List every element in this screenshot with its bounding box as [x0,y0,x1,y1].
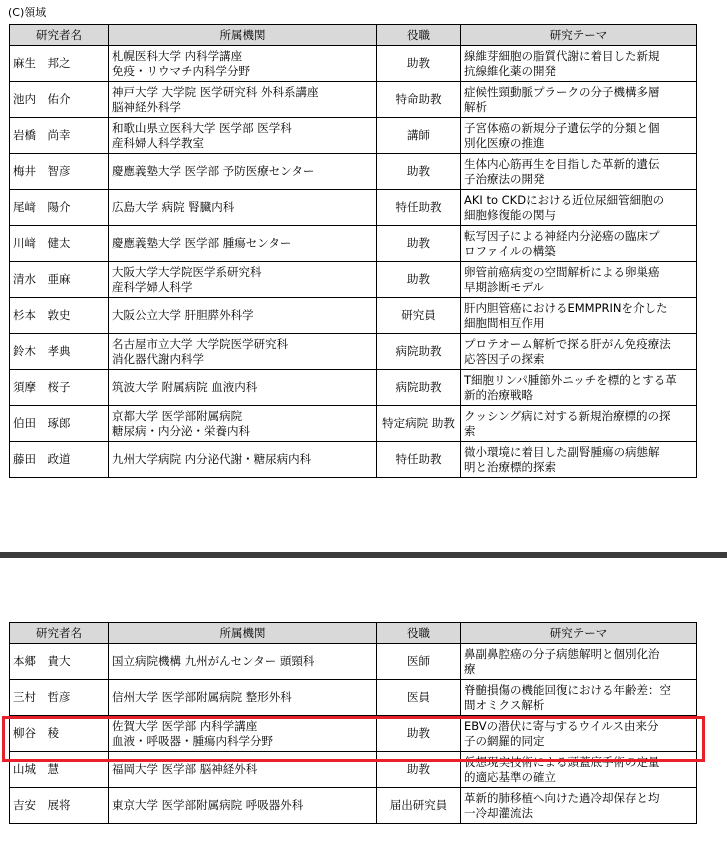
table-row [10,752,697,788]
institution-cell: 和歌山県立医科大学 医学部 医学科 産科婦人科学教室 [109,118,377,154]
header-role: 役職 [377,623,461,644]
table-header-row [10,623,697,644]
researcher-name-cell: 川﨑 健太 [10,226,109,262]
institution-cell: 慶應義塾大学 医学部 腫瘍センター [109,226,377,262]
theme-cell: 鼻副鼻腔癌の分子病態解明と個別化治 療 [461,644,697,680]
role-cell: 助教 [377,226,461,262]
institution-cell: 神戸大学 大学院 医学研究科 外科系講座 脳神経外科学 [109,82,377,118]
header-theme: 研究テーマ [461,25,697,46]
institution-cell: 東京大学 医学部附属病院 呼吸器外科 [109,788,377,824]
theme-cell: 卵管前癌病変の空間解析による卵巣癌 早期診断モデル [461,262,697,298]
researcher-name-cell: 清水 亜麻 [10,262,109,298]
role-cell: 特命助教 [377,82,461,118]
theme-cell: クッシング病に対する新規治療標的の探 索 [461,406,697,442]
institution-cell: 名古屋市立大学 大学院医学研究科 消化器代謝内科学 [109,334,377,370]
page-divider [0,552,727,558]
theme-cell: 転写因子による神経内分泌癌の臨床プ ロファイルの構築 [461,226,697,262]
theme-cell: 肝内胆管癌におけるEMMPRINを介した 細胞間相互作用 [461,298,697,334]
theme-cell: 革新的肺移植へ向けた過冷却保存と均 一冷却灌流法 [461,788,697,824]
theme-cell: 子宮体癌の新規分子遺伝学的分類と個 別化医療の推進 [461,118,697,154]
role-cell: 助教 [377,46,461,82]
institution-cell: 大阪大学大学院医学系研究科 産科学婦人科学 [109,262,377,298]
researcher-name-cell: 岩橋 尚幸 [10,118,109,154]
table-row [10,680,697,716]
researcher-name-cell: 須摩 桜子 [10,370,109,406]
institution-cell: 九州大学病院 内分泌代謝・糖尿病内科 [109,442,377,478]
researcher-name-cell: 伯田 琢郎 [10,406,109,442]
researcher-name-cell: 杉本 敦史 [10,298,109,334]
institution-cell: 筑波大学 附属病院 血液内科 [109,370,377,406]
role-cell: 医員 [377,680,461,716]
header-researcher: 研究者名 [10,25,109,46]
theme-cell: EBVの潜伏に寄与するウイルス由来分 子の網羅的同定 [461,716,697,752]
institution-cell: 国立病院機構 九州がんセンター 頭頸科 [109,644,377,680]
theme-cell: AKI to CKDにおける近位尿細管細胞の 細胞修復能の関与 [461,190,697,226]
table-row [10,154,697,190]
institution-cell: 京都大学 医学部附属病院 糖尿病・内分泌・栄養内科 [109,406,377,442]
researcher-name-cell: 梅井 智彦 [10,154,109,190]
researcher-table-2 [9,622,697,824]
institution-cell: 福岡大学 医学部 脳神経外科 [109,752,377,788]
researcher-name-cell: 三村 哲彦 [10,680,109,716]
researcher-name-cell: 池内 佑介 [10,82,109,118]
role-cell: 助教 [377,262,461,298]
table-header-row [10,25,697,46]
role-cell: 助教 [377,752,461,788]
theme-cell: T細胞リンパ腫節外ニッチを標的とする革 新的治療戦略 [461,370,697,406]
researcher-name-cell: 鈴木 孝典 [10,334,109,370]
theme-cell: 症候性頸動脈プラークの分子機構多層 解析 [461,82,697,118]
institution-cell: 広島大学 病院 腎臓内科 [109,190,377,226]
researcher-name-cell: 藤田 政道 [10,442,109,478]
theme-cell: 脊髄損傷の機能回復における年齢差：空 間オミクス解析 [461,680,697,716]
role-cell: 講師 [377,118,461,154]
table-row [10,644,697,680]
theme-cell: 生体内心筋再生を目指した革新的遺伝 子治療法の開発 [461,154,697,190]
theme-cell: 微小環境に着目した副腎腫瘍の病態解 明と治療標的探索 [461,442,697,478]
theme-cell: 仮想現実技術による頭蓋底手術の定量 的適応基準の確立 [461,752,697,788]
researcher-name-cell: 麻生 邦之 [10,46,109,82]
header-theme: 研究テーマ [461,623,697,644]
table-row [10,442,697,478]
institution-cell: 佐賀大学 医学部 内科学講座 血液・呼吸器・腫瘍内科学分野 [109,716,377,752]
header-role: 役職 [377,25,461,46]
role-cell: 病院助教 [377,334,461,370]
role-cell: 特任助教 [377,442,461,478]
institution-cell: 信州大学 医学部附属病院 整形外科 [109,680,377,716]
institution-cell: 慶應義塾大学 医学部 予防医療センター [109,154,377,190]
table-row [10,226,697,262]
section-title: (C)領域 [8,6,47,19]
institution-cell: 大阪公立大学 肝胆膵外科学 [109,298,377,334]
table-row [10,788,697,824]
role-cell: 届出研究員 [377,788,461,824]
header-researcher: 研究者名 [10,623,109,644]
researcher-table-1 [9,24,697,478]
role-cell: 研究員 [377,298,461,334]
table-row [10,370,697,406]
researcher-name-cell: 本郷 貴大 [10,644,109,680]
theme-cell: プロテオーム解析で探る肝がん免疫療法 応答因子の探索 [461,334,697,370]
researcher-name-cell: 山城 慧 [10,752,109,788]
role-cell: 助教 [377,154,461,190]
table-row [10,298,697,334]
table-row [10,406,697,442]
table-row [10,46,697,82]
table-row [10,118,697,154]
header-institution: 所属機関 [109,623,377,644]
researcher-name-cell: 尾﨑 陽介 [10,190,109,226]
role-cell: 病院助教 [377,370,461,406]
table-row [10,190,697,226]
role-cell: 医師 [377,644,461,680]
institution-cell: 札幌医科大学 内科学講座 免疫・リウマチ内科学分野 [109,46,377,82]
theme-cell: 線維芽細胞の脂質代謝に着目した新規 抗線維化薬の開発 [461,46,697,82]
researcher-name-cell: 吉安 展将 [10,788,109,824]
table-row [10,82,697,118]
role-cell: 助教 [377,716,461,752]
role-cell: 特任助教 [377,190,461,226]
header-institution: 所属機関 [109,25,377,46]
researcher-name-cell: 柳谷 稜 [10,716,109,752]
table-row [10,716,697,752]
table-row [10,334,697,370]
role-cell: 特定病院 助教 [377,406,461,442]
table-row [10,262,697,298]
